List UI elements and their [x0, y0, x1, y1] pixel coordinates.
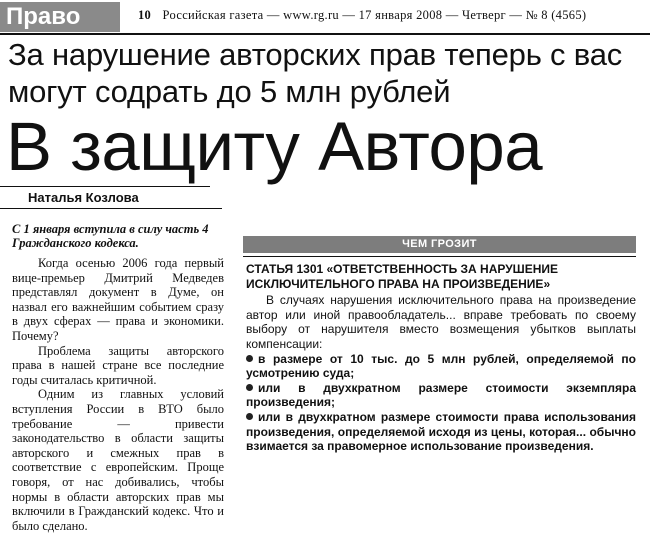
body-paragraph: Проблема защиты авторского права в нашей стране все последние годы считалась критичной. — [12, 343, 224, 387]
author-byline: Наталья Козлова — [28, 190, 139, 205]
penalty-item — [246, 410, 636, 454]
penalty-item-text: в размере от 10 тыс. до 5 млн рублей, определяемой по усмотрению суда; — [246, 351, 636, 381]
penalty-item-text: или в двухкратном размере стоимости права использования произведения, определяемой исходя из цены, которая... обычно взимается за правомерное использование произведения. — [246, 409, 636, 454]
page-number: 10 — [138, 8, 152, 22]
penalty-item-text: или в двухкратном размере стоимости экземпляра произведения; — [246, 380, 636, 410]
sidebar-box-title: СТАТЬЯ 1301 «ОТВЕТСТВЕННОСТЬ ЗА НАРУШЕНИЕ ИСКЛЮЧИТЕЛЬНОГО ПРАВА НА ПРОИЗВЕДЕНИЕ» — [246, 262, 559, 291]
section-rubric: Право — [0, 2, 120, 32]
bullet-icon — [246, 384, 253, 391]
kicker-headline: За нарушение авторских прав теперь с вас могут содрать до 5 млн рублей — [8, 37, 623, 109]
top-rule — [0, 33, 650, 35]
bullet-icon — [246, 355, 253, 362]
lead-paragraph: С 1 января вступила в силу часть 4 Гражданского кодекса. — [12, 222, 209, 250]
sidebar-box-intro: В случаях нарушения исключительного права на произведение автор или иной правообладатель... вправе требовать по своему выбору от нарушителя вместо возмещения убытков выплаты компенсации: — [246, 293, 636, 351]
penalty-item — [246, 352, 636, 381]
body-paragraph: Когда осенью 2006 года первый вице-премьер Дмитрий Медведев представлял документ в Думе, он назвал его важнейшим событием сразу в двух сферах — права и экономики. Почему? — [12, 256, 224, 343]
penalty-list — [246, 352, 636, 454]
penalty-item — [246, 381, 636, 410]
masthead — [138, 8, 646, 23]
article-body — [12, 256, 224, 533]
sidebar-box-header: ЧЕМ ГРОЗИТ — [243, 236, 636, 253]
author-rule — [0, 186, 210, 187]
body-paragraph: Одним из главных условий вступления России в ВТО было требование — привести законодательство в области защиты авторского и смежных прав в соответствие с европейским. Проще говоря, от нас добивались, чтобы нормы в области авторских прав мы включили в Гражданский кодекс. Что и было сделано. — [12, 387, 224, 533]
main-headline: В защиту Автора — [6, 108, 543, 185]
lead-rule — [0, 208, 222, 209]
sidebar-box-rule — [243, 256, 636, 257]
bullet-icon — [246, 413, 253, 420]
sidebar-box — [246, 262, 636, 454]
masthead-line: Российская газета — www.rg.ru — 17 января 2008 — Четверг — № 8 (4565) — [162, 8, 587, 22]
